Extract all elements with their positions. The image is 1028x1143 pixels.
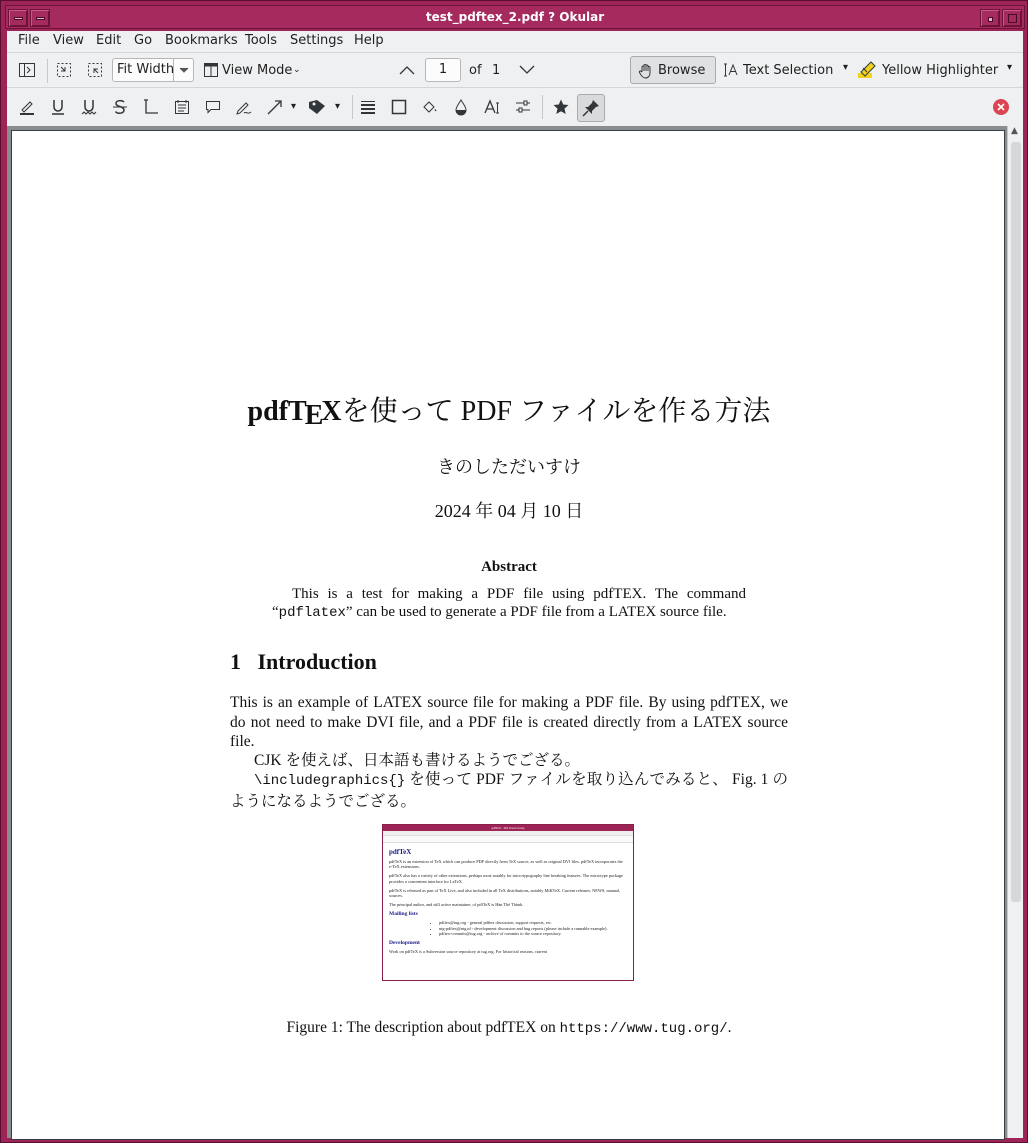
figure-list	[399, 920, 627, 936]
view-mode-dropdown-icon[interactable]: ⌄	[293, 65, 301, 75]
zoom-select-icon	[86, 61, 104, 79]
highlighter-dropdown-icon[interactable]: ▾	[1007, 62, 1013, 73]
underline-icon	[49, 98, 67, 116]
text-select-icon-wrap	[719, 58, 743, 82]
title-bar[interactable]	[5, 5, 1025, 29]
chevron-down-icon	[173, 59, 193, 81]
highlighter-icon	[18, 98, 36, 116]
sidebar-toggle-button[interactable]	[15, 58, 39, 82]
maximize-button[interactable]	[1002, 9, 1022, 27]
strikeout-icon	[111, 98, 129, 116]
document-viewer[interactable]	[7, 126, 1023, 1138]
stamp-tool-button[interactable]	[305, 95, 329, 119]
figure-text-4: The principal author, and still active maintainer, of pdfTeX is Hàn Thế Thành.	[389, 902, 524, 908]
minimize-button[interactable]	[980, 9, 1000, 27]
menu-help[interactable]: Help	[354, 33, 384, 48]
zoom-value: Fit Width	[117, 62, 175, 77]
favorite-button[interactable]	[549, 95, 573, 119]
note-tool-button[interactable]	[170, 95, 194, 119]
menu-bar	[7, 31, 1023, 51]
menu-file[interactable]: File	[18, 33, 40, 48]
line-icon	[266, 98, 284, 116]
chevron-up-icon	[398, 64, 416, 76]
document-title: pdfTEXを使って PDF ファイルを作る方法	[247, 396, 771, 431]
figure-list-item: • pdftex-commits@tug.org - archive of commits to the source repository.	[439, 931, 627, 936]
intro-paragraph-2: CJK を使えば、日本語も書けるようでござる。	[254, 752, 580, 769]
section-heading: 1 Introduction	[230, 649, 377, 674]
pdf-page[interactable]	[11, 130, 1005, 1140]
menu-tools[interactable]: Tools	[245, 33, 278, 48]
note-icon	[173, 98, 191, 116]
typewriter-tool-button[interactable]	[139, 95, 163, 119]
text-cursor-icon	[722, 61, 740, 79]
vertical-scrollbar[interactable]	[1007, 126, 1023, 1138]
abstract-heading: Abstract	[481, 559, 537, 575]
menu-go[interactable]: Go	[134, 33, 153, 48]
annotation-settings-button[interactable]	[511, 95, 535, 119]
border-icon	[390, 98, 408, 116]
font-icon	[483, 98, 501, 116]
page-number-input[interactable]: 1	[425, 58, 461, 82]
opacity-icon	[452, 98, 470, 116]
stamp-dropdown-icon[interactable]: ▾	[335, 101, 341, 112]
pin-toolbar-button[interactable]	[577, 94, 605, 122]
line-dropdown-icon[interactable]: ▾	[291, 101, 297, 112]
previous-page-button[interactable]	[395, 58, 419, 82]
text-selection-dropdown-icon[interactable]: ▾	[843, 62, 849, 73]
zoom-to-button[interactable]	[83, 58, 107, 82]
figure-screenshot	[382, 824, 634, 981]
freehand-tool-button[interactable]	[232, 95, 256, 119]
highlight-tool-button[interactable]	[15, 95, 39, 119]
sidebar-icon	[18, 61, 36, 79]
typewriter-icon	[142, 98, 160, 116]
document-date: 2024 年 04 月 10 日	[434, 501, 584, 521]
view-mode-icon	[202, 61, 220, 79]
menu-settings[interactable]: Settings	[290, 33, 344, 48]
view-mode-icon-wrap	[199, 58, 223, 82]
figure-caption: Figure 1: The description about pdfTEX on https://www.tug.org/.	[286, 1019, 732, 1037]
window-title: test_pdftex_2.pdf ? Okular	[425, 10, 605, 24]
zoom-combo[interactable]	[112, 58, 194, 82]
scroll-up-icon[interactable]: ▲	[1011, 126, 1018, 136]
figure-text-1: pdfTeX is an extension of TeX which can produce PDF directly from TeX source, as well as original DVI files. pdfTeX incorporates the e-TeX extensions.	[389, 859, 623, 870]
font-button[interactable]	[480, 95, 504, 119]
text-selection-button[interactable]: Text Selection	[743, 63, 834, 78]
settings-icon	[514, 98, 532, 116]
figure-text-2: pdfTeX also has a variety of other extensions, perhaps most notably for microtypography line breaking features. The microtype package provides a convenient interface for LaTeX.	[389, 873, 623, 884]
view-mode-button[interactable]: View Mode	[222, 63, 293, 78]
intro-paragraph-1: This is an example of LATEX source file for making a PDF file. By using pdfTEX, we do not need to make DVI file, and a PDF file is created directly from a LATEX source file.	[230, 694, 788, 750]
line-tool-button[interactable]	[263, 95, 287, 119]
figure-list-item: • ntg-pdftex@ntg.nl - development discussion and bug reports (please include a runnable example).	[439, 926, 627, 931]
page-total: 1	[492, 63, 501, 78]
figure-text-5: Work on pdfTeX is a Subversion source repository at tug.org. For historical reasons, current	[389, 949, 547, 955]
browse-tool-button[interactable]	[630, 56, 716, 84]
scrollbar-thumb[interactable]	[1011, 142, 1021, 902]
zoom-fit-icon	[55, 61, 73, 79]
freehand-icon	[235, 98, 253, 116]
menu-bookmarks[interactable]: Bookmarks	[165, 33, 238, 48]
fill-color-button[interactable]	[418, 95, 442, 119]
stamp-icon	[307, 98, 327, 116]
app-client	[7, 31, 1023, 1138]
underline-tool-button[interactable]	[46, 95, 70, 119]
annotation-toolbar	[7, 87, 1023, 125]
page-of-label: of	[469, 63, 482, 78]
figure-subheading-2: Development	[389, 940, 420, 947]
line-width-icon	[359, 98, 377, 116]
document-author: きのしただいすけ	[437, 457, 581, 477]
yellow-highlighter-button[interactable]: Yellow Highlighter	[882, 63, 999, 78]
figure-subheading-1: Mailing lists	[389, 911, 418, 918]
squiggly-tool-button[interactable]	[77, 95, 101, 119]
opacity-button[interactable]	[449, 95, 473, 119]
yellow-highlighter-icon	[857, 60, 879, 80]
abstract-body: This is a test for making a PDF file using pdfTEX. The command “pdflatex” can be used to generate a PDF file from a LATEX source file.	[272, 586, 746, 621]
close-icon	[992, 98, 1010, 116]
fit-page-button[interactable]	[52, 58, 76, 82]
main-toolbar	[7, 52, 1023, 86]
close-annotation-toolbar-button[interactable]	[989, 95, 1013, 119]
line-width-button[interactable]	[356, 95, 380, 119]
figure-text-3: pdfTeX is released as part of TeX Live, and also included in all TeX distributions, notably MiKTeX. Current releases: NEWS, manual, sources.	[389, 887, 621, 899]
figure-heading: pdfTeX	[389, 848, 412, 856]
figure-list-item: • pdftex@tug.org - general pdftex discussion, support requests, etc.	[439, 920, 627, 925]
menu-edit[interactable]: Edit	[96, 33, 122, 48]
figure-browser-titlebar: pdfTeX - TeX Users Group	[383, 825, 633, 831]
squiggly-icon	[80, 98, 98, 116]
favorite-icon	[552, 98, 570, 116]
border-color-button[interactable]	[387, 95, 411, 119]
callout-tool-button[interactable]	[201, 95, 225, 119]
strikeout-tool-button[interactable]	[108, 95, 132, 119]
menu-view[interactable]: View	[53, 33, 84, 48]
browse-label: Browse	[658, 63, 706, 78]
pin-icon	[582, 99, 600, 117]
hand-icon	[637, 62, 655, 80]
intro-paragraph-3: \includegraphics{} を使って PDF ファイルを取り込んでみると、 Fig. 1 のようになるようでござる。	[230, 771, 788, 810]
fill-icon	[421, 98, 439, 116]
highlighter-icon-wrap	[856, 58, 880, 82]
callout-icon	[204, 98, 222, 116]
chevron-down-icon	[518, 64, 536, 76]
next-page-button[interactable]	[515, 58, 539, 82]
